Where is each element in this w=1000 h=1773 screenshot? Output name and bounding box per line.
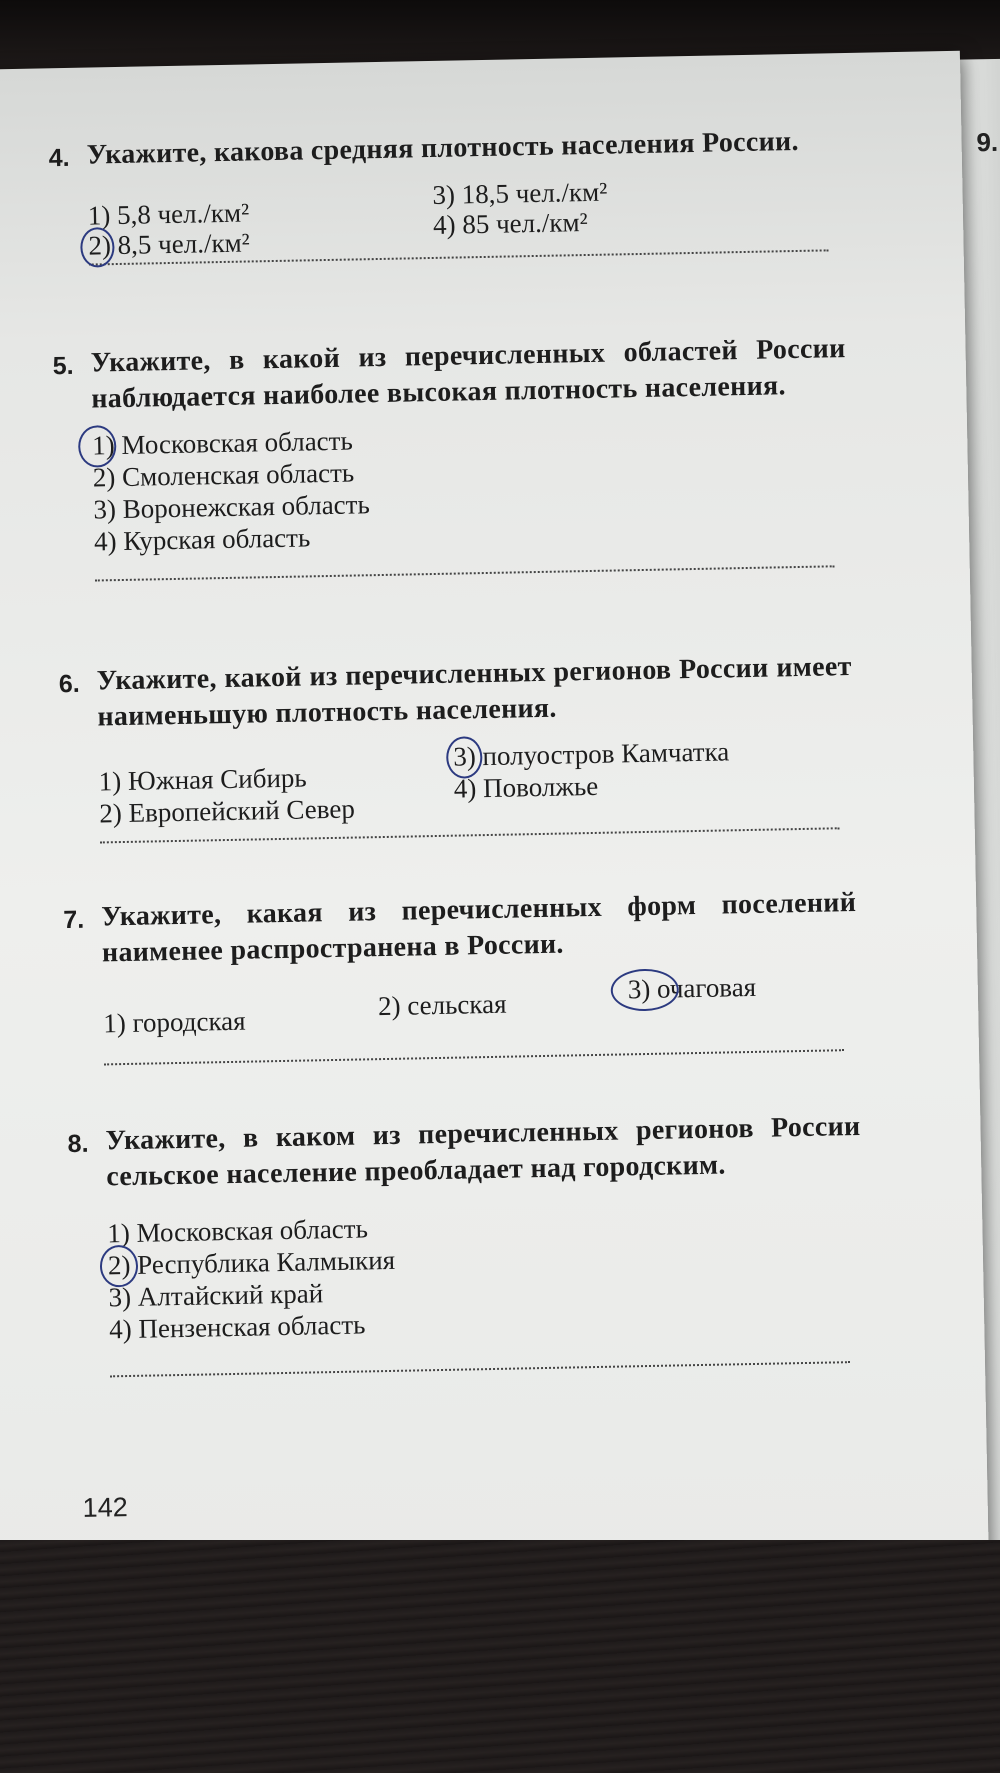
- question-text: Укажите, какой из перечисленных регионов России имеет наименьшую плотность населения.: [96, 650, 852, 733]
- question-7: [63, 884, 905, 1089]
- answer-option-3[interactable]: 3) Воронежская область: [93, 489, 371, 525]
- answer-options: [98, 732, 899, 829]
- question-number: 4.: [48, 143, 70, 173]
- question-text: Укажите, какая из перечисленных форм поселений наименее распространена в России.: [100, 886, 857, 969]
- answer-option-3[interactable]: 3) очаговая: [627, 971, 757, 1005]
- answer-line: [104, 1049, 844, 1065]
- question-8: [67, 1108, 911, 1423]
- answer-option-2[interactable]: 2) Европейский Север: [99, 793, 356, 829]
- answer-option-1[interactable]: 1) Московская область: [91, 425, 354, 461]
- answer-option-3[interactable]: 3) полуостров Камчатка: [452, 736, 730, 772]
- answer-options: [92, 414, 894, 557]
- answer-option-1[interactable]: 1) Южная Сибирь: [98, 762, 307, 797]
- answer-options: [87, 170, 888, 261]
- question-number: 6.: [58, 669, 80, 699]
- answer-option-4[interactable]: 4) Поволжье: [453, 770, 599, 804]
- question-number: 8.: [67, 1129, 89, 1159]
- answer-option-3[interactable]: 3) Алтайский край: [108, 1278, 324, 1313]
- answer-options: [103, 968, 904, 1039]
- question-number: 7.: [63, 905, 85, 935]
- answer-options: [107, 1202, 909, 1345]
- answer-option-4[interactable]: 4) Курская область: [93, 522, 311, 557]
- desk-background-bottom: [0, 1540, 1000, 1773]
- question-text: Укажите, в каком из перечисленных регионов России сельское население преобладает над городским.: [105, 1110, 861, 1193]
- answer-option-4[interactable]: 4) Пензенская область: [108, 1309, 366, 1345]
- answer-option-3[interactable]: 3) 18,5 чел./км²: [432, 176, 608, 210]
- answer-option-2[interactable]: 2) 8,5 чел./км²: [88, 227, 250, 261]
- question-5: [52, 330, 895, 635]
- question-6: [58, 648, 900, 863]
- answer-option-4[interactable]: 4) 85 чел./км²: [432, 206, 588, 240]
- question-4: [48, 122, 889, 317]
- answer-line: [110, 1361, 850, 1377]
- answer-option-2[interactable]: 2) сельская: [377, 988, 507, 1022]
- answer-line: [100, 827, 840, 843]
- answer-line: [95, 565, 835, 581]
- answer-option-1[interactable]: 1) городская: [103, 1005, 246, 1039]
- answer-option-1[interactable]: 1) 5,8 чел./км²: [87, 197, 250, 231]
- question-text: Укажите, в какой из перечисленных областей России наблюдается наиболее высокая плотность населения.: [90, 333, 846, 415]
- next-page-number: 9.: [976, 126, 999, 158]
- answer-option-2[interactable]: 2) Смоленская область: [92, 457, 355, 493]
- page-number: 142: [82, 1492, 128, 1523]
- workbook-page: [0, 51, 989, 1590]
- answer-option-2[interactable]: 2) Республика Калмыкия: [107, 1244, 396, 1281]
- question-text: Укажите, какова средняя плотность населения России.: [86, 125, 800, 171]
- question-number: 5.: [52, 351, 74, 381]
- answer-option-1[interactable]: 1) Московская область: [107, 1213, 369, 1249]
- page-content: [48, 122, 911, 1423]
